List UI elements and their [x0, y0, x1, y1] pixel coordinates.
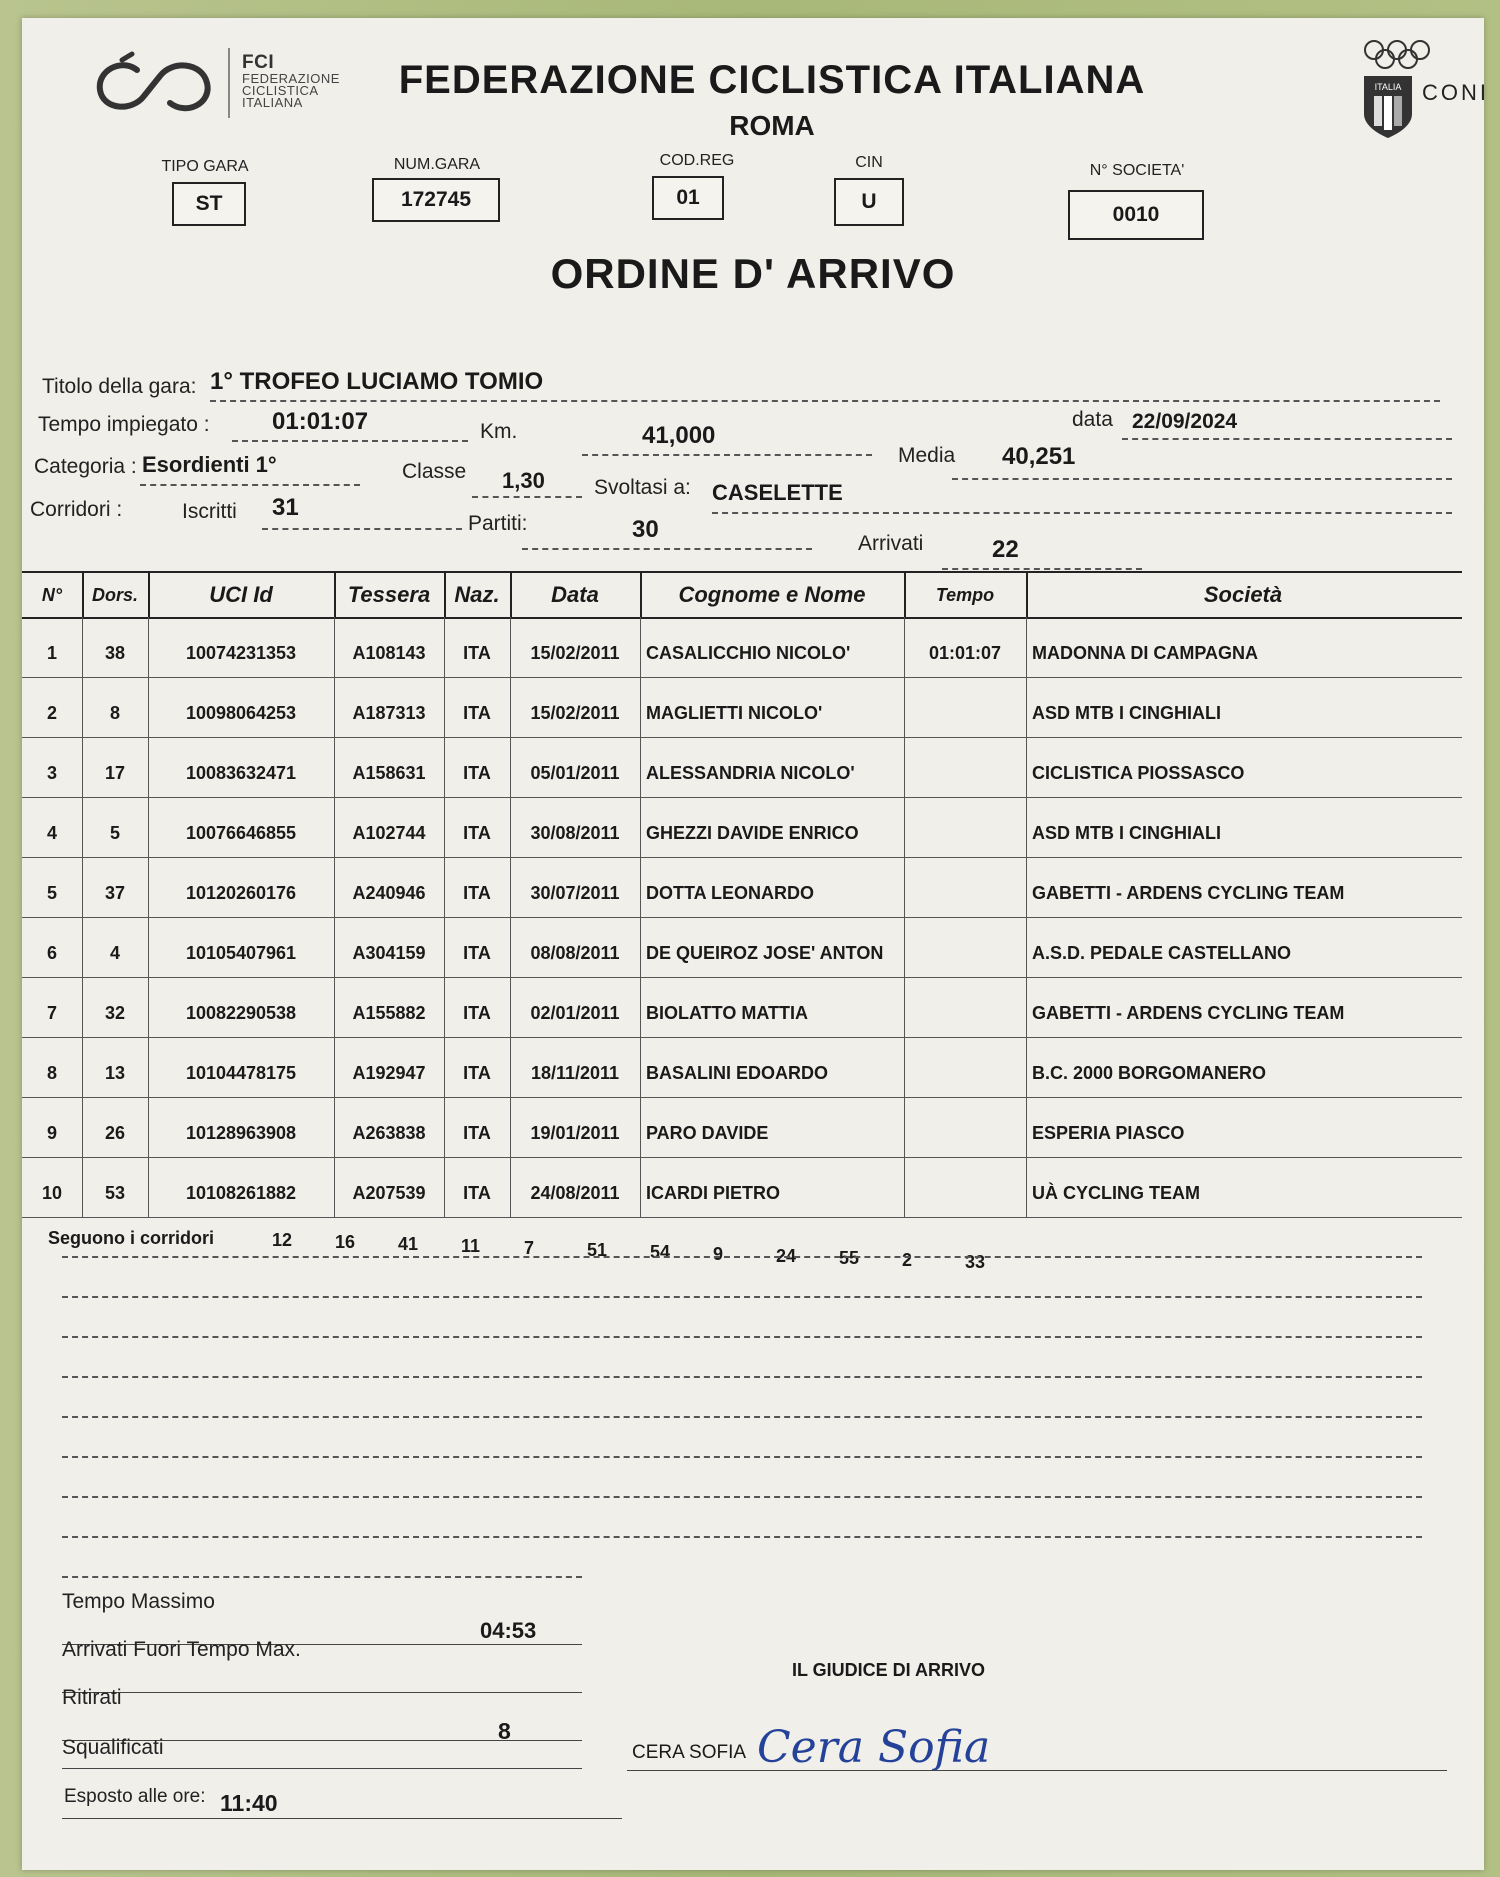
- cell-nome: MAGLIETTI NICOLO': [640, 677, 905, 737]
- cell-naz: ITA: [444, 617, 511, 677]
- cell-uci-id: 10104478175: [148, 1037, 335, 1097]
- col-header-nome: Cognome e Nome: [640, 573, 906, 617]
- cell-tessera: A102744: [334, 797, 445, 857]
- partiti-value: 30: [632, 516, 659, 543]
- cell-uci-id: 10120260176: [148, 857, 335, 917]
- cell-tempo: [904, 1157, 1027, 1217]
- cell-tempo: [904, 1037, 1027, 1097]
- arrivati-line: [942, 568, 1142, 570]
- num-gara-box: 172745: [372, 178, 500, 222]
- table-row: [22, 917, 1462, 978]
- judge-signature: Cera Sofia: [757, 1722, 991, 1773]
- seguono-number: 51: [587, 1240, 608, 1260]
- cell-tempo: [904, 737, 1027, 797]
- classe-label: Classe: [402, 460, 467, 483]
- giudice-label: IL GIUDICE DI ARRIVO: [792, 1660, 986, 1680]
- cod-reg-box: 01: [652, 176, 724, 220]
- partiti-label: Partiti:: [468, 512, 528, 535]
- fci-cycle-logo-icon: [82, 48, 232, 128]
- cell-societa: A.S.D. PEDALE CASTELLANO: [1032, 943, 1292, 963]
- cell-data: 15/02/2011: [510, 617, 641, 677]
- blank-line: [62, 1336, 1422, 1338]
- km-line: [582, 454, 872, 456]
- fuori-tempo-label: Arrivati Fuori Tempo Max.: [62, 1638, 301, 1661]
- col-header-tessera: Tessera: [334, 573, 446, 617]
- seguono-number: 55: [839, 1248, 860, 1268]
- col-header-tempo: Tempo: [904, 573, 1028, 617]
- seguono-number: 2: [902, 1250, 913, 1270]
- svoltasi-value: CASELETTE: [712, 480, 843, 505]
- cell-dors: 5: [82, 797, 149, 857]
- cell-n: 9: [22, 1097, 83, 1157]
- cell-data: 08/08/2011: [510, 917, 641, 977]
- seguono-number: 12: [272, 1230, 293, 1250]
- cell-naz: ITA: [444, 917, 511, 977]
- seguono-number: 33: [965, 1252, 986, 1272]
- corridori-label: Corridori :: [30, 498, 123, 521]
- cell-naz: ITA: [444, 677, 511, 737]
- cell-uci-id: 10082290538: [148, 977, 335, 1037]
- squalificati-label: Squalificati: [62, 1736, 164, 1759]
- cell-tessera: A304159: [334, 917, 445, 977]
- cell-tessera: A158631: [334, 737, 445, 797]
- classe-line: [472, 496, 582, 498]
- cell-tessera: A192947: [334, 1037, 445, 1097]
- cell-tempo: [904, 977, 1027, 1037]
- cell-nome: DE QUEIROZ JOSE' ANTON: [640, 917, 905, 977]
- cell-tempo: [904, 677, 1027, 737]
- fci-abbrev: FCI: [242, 52, 275, 73]
- table-row: [22, 617, 1462, 678]
- seguono-number: 16: [335, 1232, 356, 1252]
- data-value: 22/09/2024: [1132, 410, 1238, 433]
- cell-dors: 37: [82, 857, 149, 917]
- cell-tessera: A108143: [334, 617, 445, 677]
- cell-data: 15/02/2011: [510, 677, 641, 737]
- tipo-gara-box: ST: [172, 182, 246, 226]
- cell-nome: CASALICCHIO NICOLO': [640, 617, 905, 677]
- cell-tessera: A187313: [334, 677, 445, 737]
- esposto-label: Esposto alle ore:: [64, 1786, 206, 1807]
- svoltasi-line: [712, 512, 1452, 514]
- cell-societa: ESPERIA PIASCO: [1032, 1123, 1185, 1143]
- fci-full-line2: CICLISTICA: [242, 83, 319, 98]
- cell-data: 30/07/2011: [510, 857, 641, 917]
- cell-n: 3: [22, 737, 83, 797]
- media-line: [952, 478, 1452, 480]
- col-header-societa: Società: [1203, 582, 1283, 607]
- cell-n: 5: [22, 857, 83, 917]
- km-label: Km.: [480, 420, 518, 443]
- cell-dors: 53: [82, 1157, 149, 1217]
- cell-tempo: 01:01:07: [904, 617, 1027, 677]
- iscritti-line: [262, 528, 462, 530]
- blank-line: [62, 1496, 1422, 1498]
- cell-data: 02/01/2011: [510, 977, 641, 1037]
- olympic-rings-icon: [1362, 38, 1432, 70]
- cell-tessera: A207539: [334, 1157, 445, 1217]
- data-line: [1122, 438, 1452, 440]
- cell-data: 24/08/2011: [510, 1157, 641, 1217]
- societa-label: N° SOCIETA': [1089, 162, 1185, 179]
- titolo-line: [210, 400, 1440, 402]
- cell-nome: BIOLATTO MATTIA: [640, 977, 905, 1037]
- ritirati-value: 8: [498, 1718, 511, 1744]
- col-header-n: N°: [22, 573, 84, 617]
- cell-societa: MADONNA DI CAMPAGNA: [1032, 643, 1258, 663]
- cell-naz: ITA: [444, 1037, 511, 1097]
- table-row: [22, 677, 1462, 738]
- coni-label: CONI: [1422, 80, 1489, 105]
- cell-naz: ITA: [444, 737, 511, 797]
- societa-box: 0010: [1068, 190, 1204, 240]
- logo-divider: [228, 48, 230, 118]
- table-header: [22, 571, 1462, 619]
- partiti-line: [522, 548, 812, 550]
- cell-n: 1: [22, 617, 83, 677]
- tipo-gara-label: TIPO GARA: [161, 158, 249, 175]
- tempo-massimo-value: 04:53: [480, 1618, 537, 1643]
- svoltasi-label: Svoltasi a:: [594, 476, 691, 499]
- seguono-line: [62, 1256, 1422, 1258]
- titolo-label: Titolo della gara:: [42, 375, 197, 398]
- cell-dors: 8: [82, 677, 149, 737]
- tempo-value: 01:01:07: [272, 408, 369, 435]
- cell-naz: ITA: [444, 977, 511, 1037]
- cell-uci-id: 10074231353: [148, 617, 335, 677]
- coni-shield-icon: [1362, 74, 1414, 140]
- cell-tessera: A240946: [334, 857, 445, 917]
- cell-uci-id: 10083632471: [148, 737, 335, 797]
- cell-n: 2: [22, 677, 83, 737]
- cell-n: 6: [22, 917, 83, 977]
- arrivati-value: 22: [992, 536, 1019, 563]
- iscritti-label: Iscritti: [182, 500, 237, 523]
- cell-tempo: [904, 917, 1027, 977]
- seguono-number: 24: [776, 1246, 797, 1266]
- cell-n: 10: [22, 1157, 83, 1217]
- categoria-line: [140, 484, 360, 486]
- cell-nome: DOTTA LEONARDO: [640, 857, 905, 917]
- seguono-number: 9: [713, 1244, 724, 1264]
- table-row: [22, 1097, 1462, 1158]
- media-value: 40,251: [1002, 443, 1076, 470]
- media-label: Media: [898, 444, 956, 467]
- cell-uci-id: 10098064253: [148, 677, 335, 737]
- tempo-label: Tempo impiegato :: [38, 413, 210, 436]
- cell-societa: CICLISTICA PIOSSASCO: [1032, 763, 1245, 783]
- col-header-uci-id: UCI Id: [148, 573, 336, 617]
- result-sheet: [22, 18, 1489, 1870]
- cell-nome: PARO DAVIDE: [640, 1097, 905, 1157]
- tempo-line: [232, 440, 468, 442]
- seguono-label: Seguono i corridori: [48, 1228, 215, 1248]
- blank-line: [62, 1536, 1422, 1538]
- blank-line: [62, 1376, 1422, 1378]
- federation-city: ROMA: [729, 110, 815, 141]
- blank-line: [62, 1456, 1422, 1458]
- cell-data: 05/01/2011: [510, 737, 641, 797]
- categoria-label: Categoria :: [34, 455, 137, 478]
- table-row: [22, 797, 1462, 858]
- cell-data: 30/08/2011: [510, 797, 641, 857]
- seguono-number: 7: [524, 1238, 535, 1258]
- cell-dors: 17: [82, 737, 149, 797]
- cell-naz: ITA: [444, 797, 511, 857]
- coni-shield-text: ITALIA: [1374, 82, 1402, 92]
- cell-naz: ITA: [444, 857, 511, 917]
- col-header-dors: Dors.: [82, 573, 150, 617]
- fuori-tempo-line: [62, 1692, 582, 1693]
- table-row: [22, 1037, 1462, 1098]
- table-row: [22, 977, 1462, 1038]
- data-label: data: [1072, 408, 1113, 431]
- cell-dors: 38: [82, 617, 149, 677]
- cin-label: CIN: [855, 154, 883, 171]
- iscritti-value: 31: [272, 494, 299, 521]
- categoria-value: Esordienti 1°: [142, 452, 277, 477]
- classe-value: 1,30: [502, 468, 545, 493]
- cell-n: 8: [22, 1037, 83, 1097]
- cell-societa: B.C. 2000 BORGOMANERO: [1032, 1063, 1267, 1083]
- cell-uci-id: 10076646855: [148, 797, 335, 857]
- table-row: [22, 857, 1462, 918]
- cell-nome: ALESSANDRIA NICOLO': [640, 737, 905, 797]
- cell-nome: ICARDI PIETRO: [640, 1157, 905, 1217]
- cell-uci-id: 10105407961: [148, 917, 335, 977]
- col-header-data: Data: [510, 573, 642, 617]
- seguono-number: 11: [461, 1236, 481, 1256]
- table-row: [22, 1157, 1462, 1218]
- fci-full-line1: FEDERAZIONE: [242, 71, 340, 86]
- cod-reg-label: COD.REG: [659, 152, 735, 169]
- arrivati-label: Arrivati: [858, 532, 924, 555]
- col-header-naz: Naz.: [444, 573, 512, 617]
- cell-tessera: A263838: [334, 1097, 445, 1157]
- document-title: ORDINE D' ARRIVO: [550, 250, 956, 297]
- cell-dors: 4: [82, 917, 149, 977]
- esposto-line: [62, 1818, 622, 1819]
- titolo-value: 1° TROFEO LUCIAMO TOMIO: [210, 368, 544, 395]
- cell-societa: GABETTI - ARDENS CYCLING TEAM: [1032, 883, 1345, 903]
- cell-uci-id: 10108261882: [148, 1157, 335, 1217]
- cell-societa: GABETTI - ARDENS CYCLING TEAM: [1032, 1003, 1345, 1023]
- cell-societa: UÀ CYCLING TEAM: [1032, 1183, 1200, 1203]
- cell-nome: GHEZZI DAVIDE ENRICO: [640, 797, 905, 857]
- ritirati-label: Ritirati: [62, 1686, 122, 1709]
- cell-dors: 32: [82, 977, 149, 1037]
- signature-line: [627, 1770, 1447, 1771]
- cin-box: U: [834, 178, 904, 226]
- cell-societa: ASD MTB I CINGHIALI: [1032, 823, 1221, 843]
- cell-n: 7: [22, 977, 83, 1037]
- cell-n: 4: [22, 797, 83, 857]
- tempo-massimo-label: Tempo Massimo: [62, 1590, 215, 1613]
- cell-nome: BASALINI EDOARDO: [640, 1037, 905, 1097]
- cell-dors: 26: [82, 1097, 149, 1157]
- esposto-value: 11:40: [220, 1790, 278, 1816]
- fci-full-line3: ITALIANA: [242, 95, 303, 110]
- cell-tempo: [904, 797, 1027, 857]
- squalificati-line: [62, 1768, 582, 1769]
- blank-line: [62, 1296, 1422, 1298]
- table-row: [22, 737, 1462, 798]
- cell-tessera: A155882: [334, 977, 445, 1037]
- cell-dors: 13: [82, 1037, 149, 1097]
- cell-tempo: [904, 857, 1027, 917]
- cell-naz: ITA: [444, 1157, 511, 1217]
- cell-uci-id: 10128963908: [148, 1097, 335, 1157]
- cell-naz: ITA: [444, 1097, 511, 1157]
- seguono-number: 41: [398, 1234, 419, 1254]
- blank-line: [62, 1416, 1422, 1418]
- cell-tempo: [904, 1097, 1027, 1157]
- seguono-number: 54: [650, 1242, 671, 1262]
- cell-data: 18/11/2011: [510, 1037, 641, 1097]
- blank-line: [62, 1576, 582, 1578]
- federation-title: FEDERAZIONE CICLISTICA ITALIANA: [398, 58, 1146, 102]
- cell-societa: ASD MTB I CINGHIALI: [1032, 703, 1221, 723]
- num-gara-label: NUM.GARA: [393, 156, 481, 173]
- giudice-name: CERA SOFIA: [632, 1742, 747, 1763]
- km-value: 41,000: [642, 422, 716, 449]
- cell-data: 19/01/2011: [510, 1097, 641, 1157]
